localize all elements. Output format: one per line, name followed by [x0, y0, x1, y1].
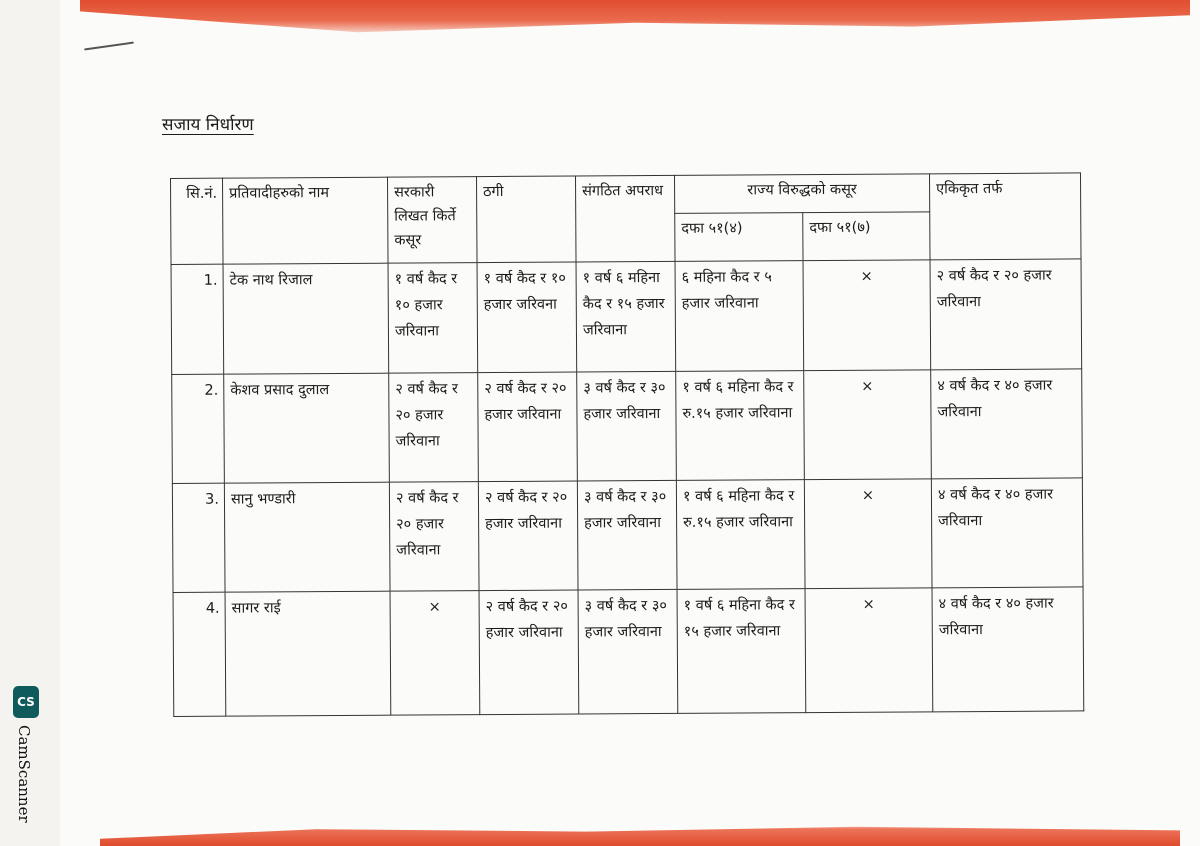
cell-section-51-7: × — [804, 479, 932, 589]
section-heading: सजाय निर्धारण — [162, 115, 254, 135]
cell-forgery: × — [390, 591, 480, 716]
cell-organized-crime: ३ वर्ष कैद र ३० हजार जरिवाना — [578, 589, 678, 714]
cell-name: सानु भण्डारी — [224, 482, 390, 592]
cell-section-51-4: १ वर्ष ६ महिना कैद र रु.१५ हजार जरिवाना — [676, 371, 805, 481]
cell-forgery: १ वर्ष कैद र १० हजार जरिवाना — [388, 263, 478, 374]
cell-organized-crime: ३ वर्ष कैद र ३० हजार जरिवाना — [577, 371, 677, 481]
cell-section-51-4: १ वर्ष ६ महिना कैद र रु.१५ हजार जरिवाना — [676, 480, 805, 590]
header-combined: एकिकृत तर्फ — [930, 173, 1082, 260]
header-sn: सि.नं. — [171, 178, 224, 264]
cell-sn: 3. — [172, 483, 225, 592]
cell-name: टेक नाथ रिजाल — [223, 263, 389, 374]
table-row — [173, 587, 1084, 717]
cell-fraud: २ वर्ष कैद र २० हजार जरिवाना — [479, 590, 579, 715]
cell-organized-crime: १ वर्ष ६ महिना कैद र १५ हजार जरिवाना — [576, 261, 676, 372]
table-row — [172, 369, 1083, 484]
cell-sn: 1. — [171, 264, 224, 374]
cell-combined: ४ वर्ष कैद र ४० हजार जरिवाना — [931, 369, 1083, 479]
header-organized-crime: संगठित अपराध — [575, 175, 675, 262]
camscanner-text: CamScanner — [15, 725, 33, 823]
table-row — [171, 259, 1082, 375]
cell-section-51-4: ६ महिना कैद र ५ हजार जरिवाना — [675, 261, 804, 372]
cell-forgery: २ वर्ष कैद र २० हजार जरिवाना — [389, 482, 479, 592]
cell-combined: ४ वर्ष कैद र ४० हजार जरिवाना — [931, 478, 1083, 588]
header-section-51-7: दफा ५१(७) — [803, 212, 930, 261]
cell-fraud: १ वर्ष कैद र १० हजार जरिवना — [477, 262, 577, 373]
cell-section-51-7: × — [803, 260, 931, 371]
cell-section-51-4: १ वर्ष ६ महिना कैद र १५ हजार जरिवाना — [677, 589, 806, 714]
cell-organized-crime: ३ वर्ष कैद र ३० हजार जरिवाना — [577, 480, 677, 590]
cell-section-51-7: × — [805, 588, 933, 713]
header-state-crime: राज्य विरुद्धको कसूर — [674, 174, 929, 214]
sentencing-table — [170, 172, 1084, 717]
header-forgery: सरकारी लिखत किर्ते कसूर — [387, 177, 477, 264]
cell-forgery: २ वर्ष कैद र २० हजार जरिवाना — [389, 373, 479, 483]
header-fraud: ठगी — [476, 176, 576, 263]
cell-combined: २ वर्ष कैद र २० हजार जरिवाना — [930, 259, 1082, 370]
cell-fraud: २ वर्ष कैद र २० हजार जरिवाना — [478, 372, 578, 482]
cell-name: सागर राई — [225, 591, 391, 716]
cell-combined: ४ वर्ष कैद र ४० हजार जरिवाना — [932, 587, 1084, 712]
header-section-51-4: दफा ५१(४) — [675, 213, 803, 262]
sentencing-table-wrapper — [170, 172, 1083, 716]
header-name: प्रतिवादीहरुको नाम — [223, 177, 389, 264]
camscanner-logo-icon: CS — [13, 686, 39, 718]
camscanner-watermark — [10, 686, 44, 826]
cell-sn: 4. — [173, 592, 226, 716]
cell-section-51-7: × — [804, 370, 932, 480]
cell-name: केशव प्रसाद दुलाल — [224, 373, 390, 483]
cell-fraud: २ वर्ष कैद र २० हजार जरिवाना — [478, 481, 578, 591]
cell-sn: 2. — [172, 374, 225, 483]
table-row — [172, 478, 1083, 593]
